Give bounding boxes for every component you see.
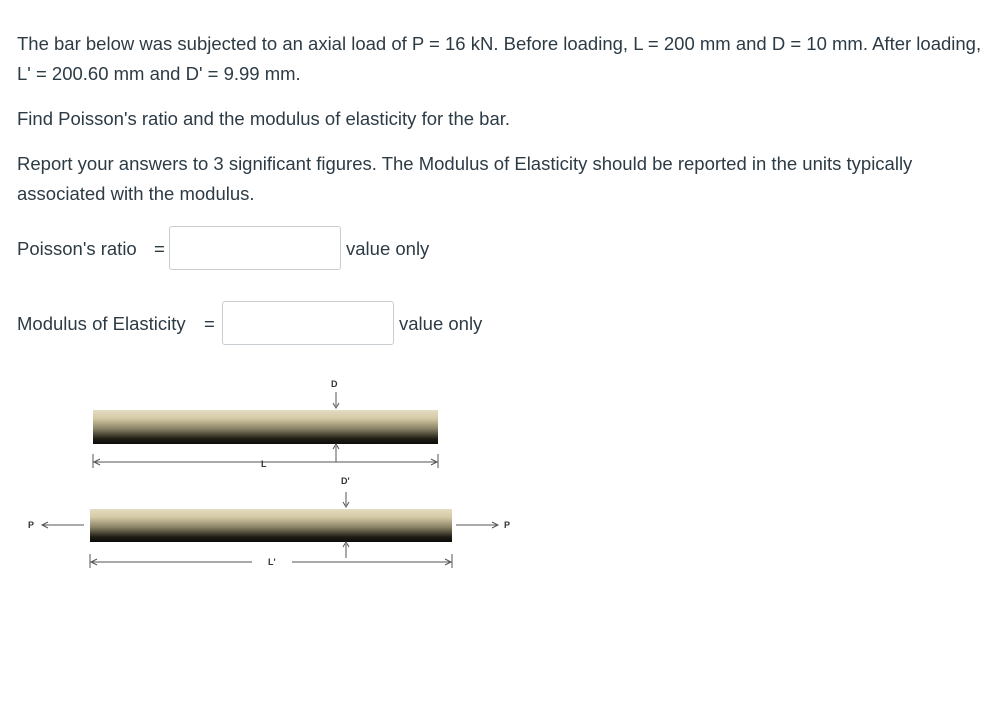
modulus-of-elasticity-input[interactable] bbox=[222, 301, 394, 345]
modulus-label: Modulus of Elasticity bbox=[17, 313, 186, 334]
modulus-answer-row bbox=[17, 301, 577, 349]
modulus-equals: = bbox=[204, 313, 215, 334]
diameter-label: D bbox=[331, 379, 338, 389]
force-label-right: P bbox=[504, 520, 511, 530]
bar-diagram bbox=[20, 370, 540, 580]
loaded-bar bbox=[90, 509, 452, 542]
length-label: L bbox=[261, 459, 267, 469]
modulus-unit-note: value only bbox=[399, 313, 483, 334]
problem-question: Find Poisson's ratio and the modulus of elasticity for the bar. bbox=[17, 108, 511, 129]
poisson-answer-row bbox=[17, 226, 517, 274]
unloaded-bar bbox=[93, 410, 438, 444]
problem-instructions: Report your answers to 3 significant figures. The Modulus of Elasticity should be reported in the units typically associated with the modulus. bbox=[17, 153, 913, 204]
poisson-equals: = bbox=[154, 238, 165, 259]
force-label-left: P bbox=[28, 520, 35, 530]
poisson-label: Poisson's ratio bbox=[17, 238, 137, 259]
diameter-prime-label: D' bbox=[341, 476, 350, 486]
poisson-ratio-input[interactable] bbox=[169, 226, 341, 270]
length-prime-label: L' bbox=[268, 557, 276, 567]
poisson-unit-note: value only bbox=[346, 238, 430, 259]
problem-statement: The bar below was subjected to an axial load of P = 16 kN. Before loading, L = 200 mm and D = 10 mm. After loading, L' = 200.60 mm and D' = 9.99 mm. bbox=[17, 33, 982, 84]
